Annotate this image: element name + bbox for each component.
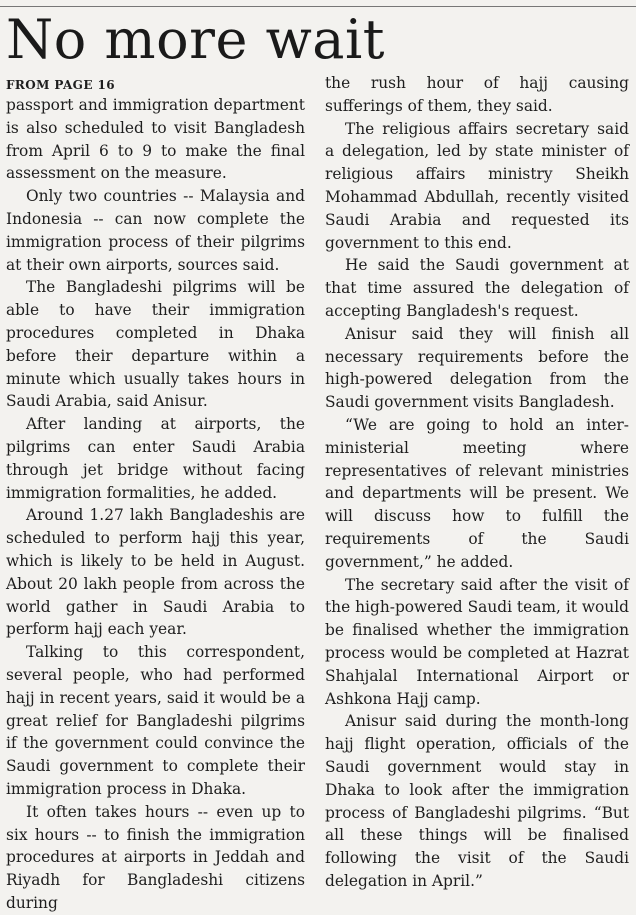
paragraph: Only two countries -- Malaysia and Indonesia -- can now complete the immigration process of their pilgrims at their own airports, sources said. xyxy=(6,187,305,274)
paragraph: Around 1.27 lakh Bangladeshis are scheduled to perform hajj this year, which is likely to be held in August. About 20 lakh people from across the world gather in Saudi Arabia to perform hajj each year. xyxy=(6,506,305,639)
paragraph: It often takes hours -- even up to six hours -- to finish the immigration procedures at airports in Jeddah and Riyadh for Bangladeshi citizens during xyxy=(6,802,305,912)
left-column xyxy=(6,74,305,915)
top-rule xyxy=(0,6,636,7)
paragraph: The religious affairs secretary said a delegation, led by state minister of religious affairs ministry Sheikh Mohammad Abdullah, recently visited Saudi Arabia and requested its government to this end. xyxy=(325,119,629,252)
paragraph: After landing at airports, the pilgrims can enter Saudi Arabia through jet bridge without facing immigration formalities, he added. xyxy=(6,415,305,502)
paragraph: The secretary said after the visit of the high-powered Saudi team, it would be finalised whether the immigration process would be completed at Hazrat Shahjalal International Airport or Ashkona Hajj camp. xyxy=(325,575,629,708)
paragraph: Anisur said they will finish all necessary requirements before the high-powered delegation from the Saudi government visits Bangladesh. xyxy=(325,324,629,412)
paragraph: He said the Saudi government at that time assured the delegation of accepting Bangladesh's request. xyxy=(325,256,629,320)
paragraph: Talking to this correspondent, several people, who had performed hajj in recent years, said it would be a great relief for Bangladeshi pilgrims if the government could convince the Saudi government to complete their immigration process in Dhaka. xyxy=(6,643,305,798)
headline: No more wait xyxy=(6,8,385,71)
paragraph: passport and immigration department is also scheduled to visit Bangladesh from April 6 to 9 to make the final assessment on the measure. xyxy=(6,96,305,183)
paragraph: The Bangladeshi pilgrims will be able to have their immigration procedures completed in Dhaka before their departure within a minute which usually takes hours in Saudi Arabia, said Anisur. xyxy=(6,278,305,411)
continuation-kicker: FROM PAGE 16 xyxy=(6,78,115,92)
paragraph: the rush hour of hajj causing sufferings of them, they said. xyxy=(325,74,629,115)
right-column xyxy=(325,72,629,893)
paragraph: Anisur said during the month-long hajj flight operation, officials of the Saudi government would stay in Dhaka to look after the immigration process of Bangladeshi pilgrims. “But all these things will be finalised following the visit of the Saudi delegation in April.” xyxy=(325,712,629,890)
paragraph: “We are going to hold an inter-ministerial meeting where representatives of relevant ministries and departments will be present. We will discuss how to fulfill the requirements of the Saudi government,” he added. xyxy=(325,415,629,571)
